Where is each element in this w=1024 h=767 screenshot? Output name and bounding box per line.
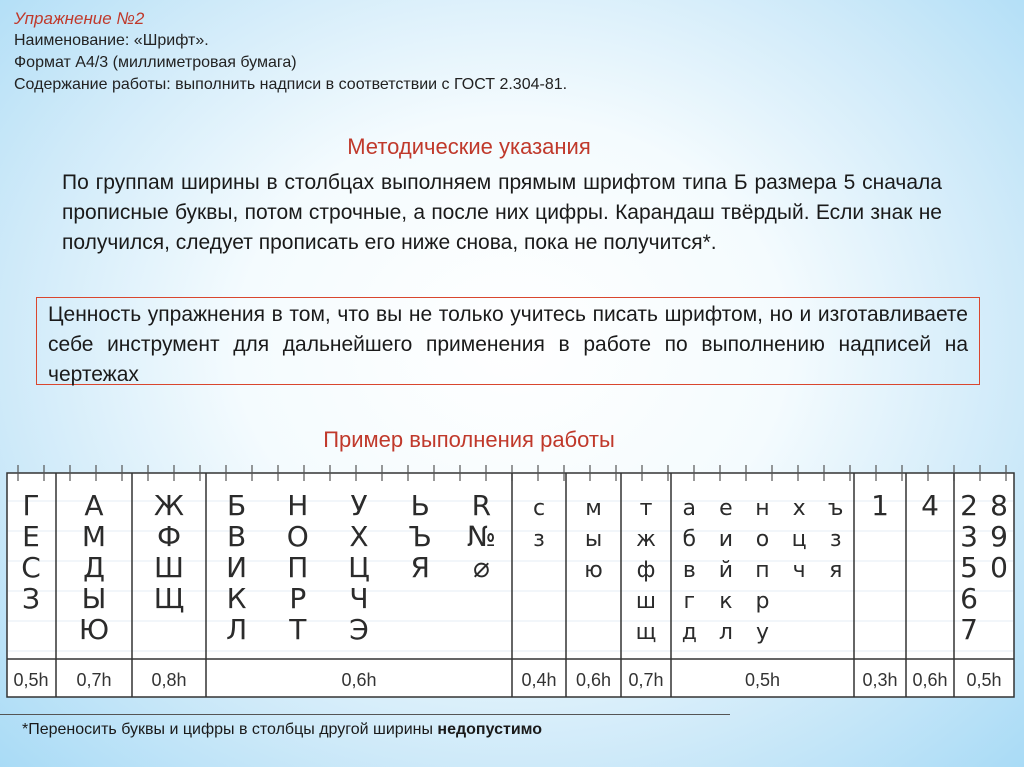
sample-glyph: м bbox=[585, 496, 602, 521]
font-sample-svg bbox=[6, 463, 1016, 699]
exercise-format-line: Формат А4/3 (миллиметровая бумага) bbox=[14, 54, 297, 71]
sample-glyph: я bbox=[829, 558, 843, 583]
sample-glyph: 2 bbox=[960, 489, 978, 522]
sample-glyph: П bbox=[287, 551, 309, 584]
sample-glyph: ж bbox=[636, 527, 656, 552]
sample-glyph: Ч bbox=[349, 582, 369, 615]
exercise-header bbox=[14, 8, 567, 96]
sample-glyph: 5 bbox=[960, 551, 978, 584]
method-text: По группам ширины в столбцах выполняем прямым шрифтом типа Б размера 5 сначала прописные буквы, потом строчные, а после них цифры. Карандаш твёрдый. Если знак не получился, следует прописать его ниже снова, пока не получится*. bbox=[62, 171, 942, 254]
sample-glyph: х bbox=[792, 496, 806, 521]
width-group-label: 0,5h bbox=[966, 670, 1002, 690]
sample-glyph: З bbox=[22, 582, 40, 615]
sample-glyph: Ж bbox=[153, 489, 185, 522]
sample-glyph: У bbox=[350, 489, 368, 522]
sample-glyph: л bbox=[718, 620, 733, 645]
sample-glyph: Ш bbox=[154, 551, 184, 584]
sample-glyph: М bbox=[81, 520, 107, 553]
sample-glyph: И bbox=[226, 551, 248, 584]
sample-glyph: Ю bbox=[78, 613, 110, 646]
sample-glyph: т bbox=[639, 496, 653, 521]
sample-glyph: ч bbox=[792, 558, 806, 583]
sample-glyph: 8 bbox=[990, 489, 1008, 522]
sample-glyph: с bbox=[532, 496, 546, 521]
sample-glyph: Г bbox=[22, 489, 40, 522]
sample-glyph: Э bbox=[349, 613, 369, 646]
sample-glyph: Н bbox=[287, 489, 309, 522]
sample-glyph: у bbox=[755, 620, 770, 645]
sample-glyph: Д bbox=[83, 551, 105, 584]
sample-glyph: е bbox=[719, 496, 733, 521]
sample-glyph: Ь bbox=[410, 489, 430, 522]
sample-glyph: ц bbox=[791, 527, 807, 552]
sample-glyph: п bbox=[755, 558, 770, 583]
width-group-label: 0,8h bbox=[151, 670, 187, 690]
sample-glyph: о bbox=[755, 527, 770, 552]
sample-glyph: Р bbox=[289, 582, 307, 615]
sample-glyph: Ц bbox=[348, 551, 370, 584]
sample-glyph: н bbox=[755, 496, 770, 521]
sample-glyph: ъ bbox=[827, 496, 844, 521]
sample-glyph: Х bbox=[349, 520, 369, 553]
footnote-text: *Переносить буквы и цифры в столбцы другой ширины bbox=[22, 721, 438, 738]
width-group-label: 0,7h bbox=[76, 670, 112, 690]
sample-glyph: ⌀ bbox=[472, 551, 490, 584]
sample-glyph: 7 bbox=[960, 613, 978, 646]
width-group-label: 0,5h bbox=[744, 670, 781, 690]
sample-glyph: Т bbox=[289, 613, 307, 646]
sample-glyph: № bbox=[466, 520, 496, 553]
sample-glyph: б bbox=[682, 527, 697, 552]
sample-glyph: з bbox=[829, 527, 842, 552]
width-group-label: 0,6h bbox=[341, 670, 377, 690]
example-heading: Пример выполнения работы bbox=[323, 427, 615, 452]
sample-glyph: й bbox=[718, 558, 734, 583]
sample-glyph: Л bbox=[226, 613, 248, 646]
sample-glyph: О bbox=[286, 520, 309, 553]
sample-glyph: д bbox=[681, 620, 697, 645]
width-group-label: 0,7h bbox=[628, 670, 664, 690]
exercise-content-line: Содержание работы: выполнить надписи в соответствии с ГОСТ 2.304-81. bbox=[14, 76, 568, 93]
footnote-divider bbox=[0, 714, 730, 715]
sample-glyph: 1 bbox=[871, 489, 889, 522]
exercise-title: Упражнение №2 bbox=[14, 9, 145, 28]
sample-glyph: Ф bbox=[156, 520, 182, 553]
sample-glyph: 0 bbox=[990, 551, 1008, 584]
sample-glyph: р bbox=[755, 589, 770, 614]
exercise-name-line: Наименование: «Шрифт». bbox=[14, 32, 209, 49]
width-group-label: 0,6h bbox=[575, 670, 612, 690]
sample-glyph: Б bbox=[226, 489, 247, 522]
width-group-label: 0,3h bbox=[862, 670, 898, 690]
sample-glyph: з bbox=[533, 527, 545, 552]
sample-glyph: и bbox=[718, 527, 734, 552]
sample-glyph: ы bbox=[584, 527, 603, 552]
sample-glyph: С bbox=[21, 551, 41, 584]
sample-glyph: к bbox=[719, 589, 733, 614]
sample-glyph: в bbox=[682, 558, 696, 583]
width-group-label: 0,4h bbox=[521, 670, 557, 690]
method-heading: Методические указания bbox=[347, 134, 591, 159]
sample-glyph: ф bbox=[636, 558, 656, 583]
width-group-label: 0,5h bbox=[13, 670, 49, 690]
sample-glyph: А bbox=[84, 489, 104, 522]
sample-glyph: Е bbox=[22, 520, 40, 553]
sample-glyph: Щ bbox=[153, 582, 185, 615]
sample-glyph: 3 bbox=[960, 520, 978, 553]
sample-glyph: В bbox=[226, 520, 247, 553]
sample-glyph: 4 bbox=[921, 489, 939, 522]
font-sample-sheet bbox=[6, 463, 1016, 699]
sample-glyph: К bbox=[226, 582, 247, 615]
sample-glyph: R bbox=[471, 489, 492, 522]
sample-glyph: ш bbox=[635, 589, 657, 614]
sample-glyph: ю bbox=[584, 558, 603, 583]
footnote bbox=[22, 721, 542, 739]
sample-glyph: 6 bbox=[960, 582, 978, 615]
value-note-box bbox=[36, 297, 980, 385]
footnote-emphasis: недопустимо bbox=[437, 721, 543, 738]
sample-glyph: 9 bbox=[990, 520, 1008, 553]
sample-glyph: щ bbox=[635, 620, 657, 645]
sample-glyph: г bbox=[683, 589, 696, 614]
sample-glyph: а bbox=[682, 496, 697, 521]
sample-glyph: Ы bbox=[81, 582, 107, 615]
sample-glyph: Я bbox=[410, 551, 430, 584]
sample-glyph: Ъ bbox=[408, 520, 432, 553]
width-group-label: 0,6h bbox=[912, 670, 948, 690]
value-note-text: Ценность упражнения в том, что вы не только учитесь писать шрифтом, но и изготавливаете себе инструмент для дальнейшего применения в работе по выполнению надписей на чертежах bbox=[48, 303, 968, 386]
